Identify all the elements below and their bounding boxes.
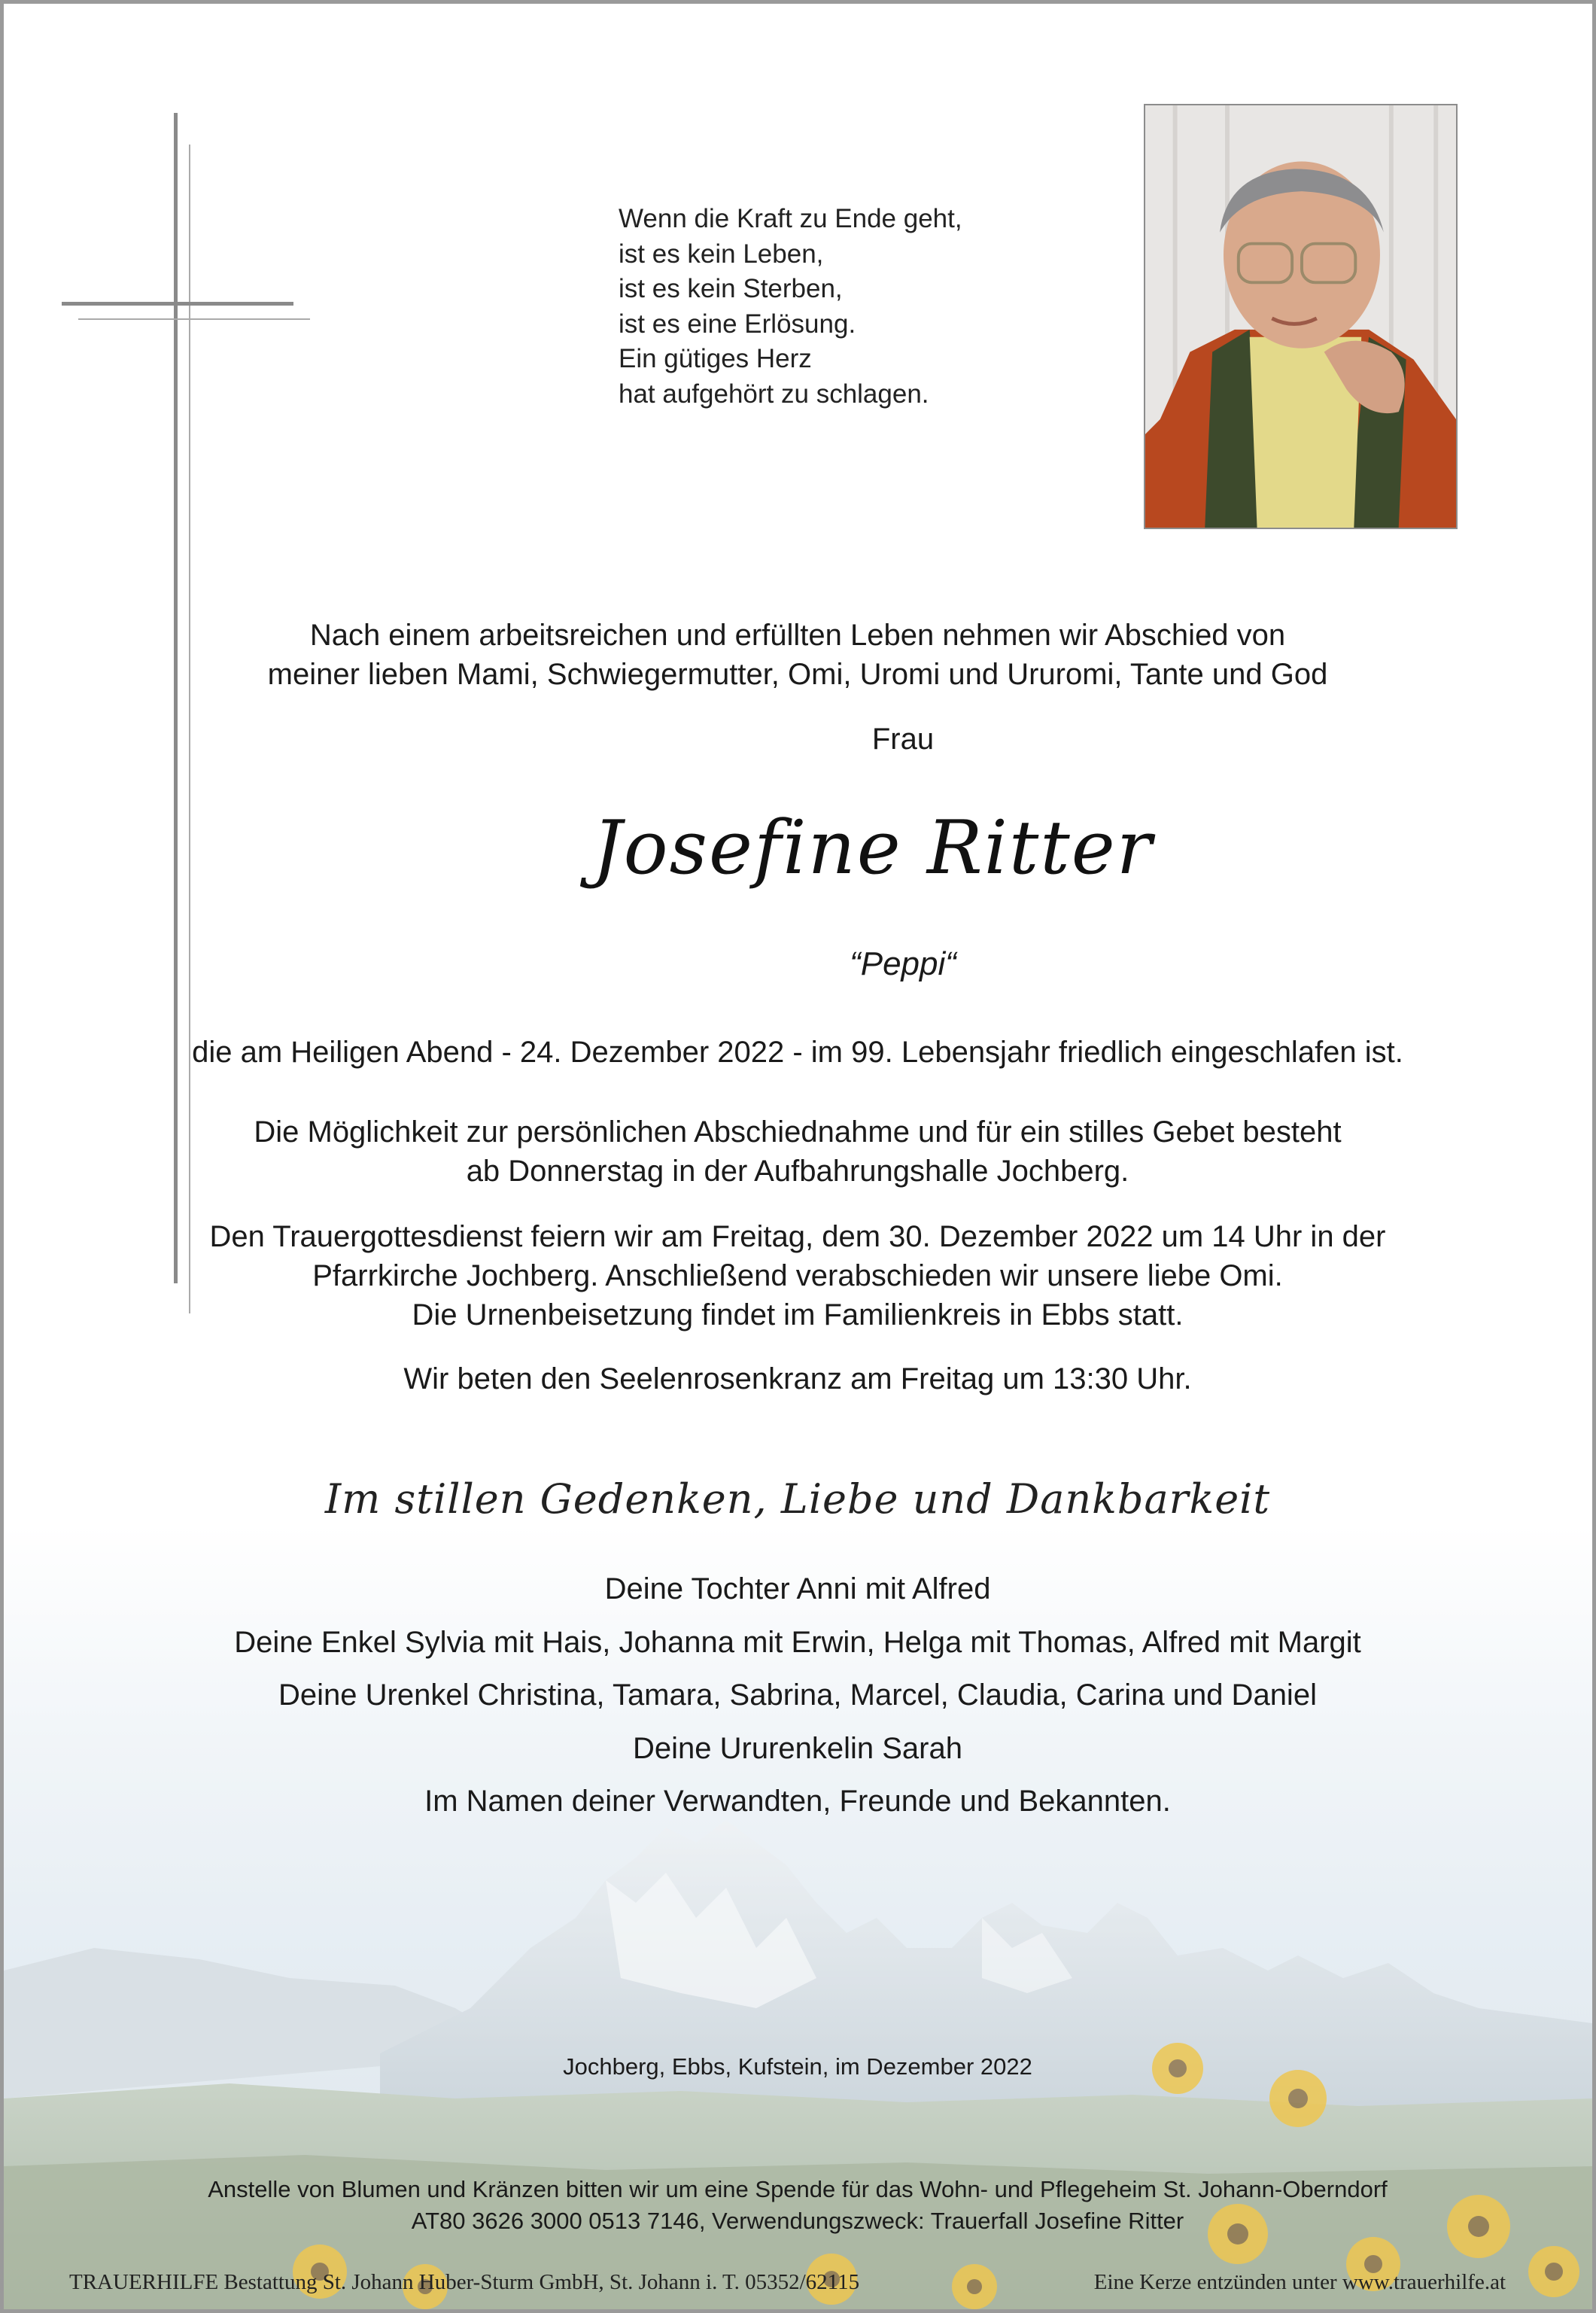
footer-candle-link[interactable]: Eine Kerze entzünden unter www.trauerhilfe.at	[1093, 2270, 1506, 2294]
poem-line: ist es kein Leben,	[619, 239, 824, 269]
farewell-info	[120, 1112, 1475, 1191]
intro-line: meiner lieben Mami, Schwiegermutter, Omi, Uromi und Ururomi, Tante und God	[267, 658, 1328, 691]
family-line: Deine Enkel Sylvia mit Hais, Johanna mit Erwin, Helga mit Thomas, Alfred mit Margit	[234, 1625, 1361, 1659]
service-line: Pfarrkirche Jochberg. Anschließend verabschieden wir unsere liebe Omi.	[312, 1259, 1283, 1292]
rosary-info: Wir beten den Seelenrosenkranz am Freitag um 13:30 Uhr.	[403, 1362, 1192, 1395]
poem-line: Wenn die Kraft zu Ende geht,	[619, 204, 962, 233]
donation-line: Anstelle von Blumen und Kränzen bitten wir um eine Spende für das Wohn- und Pflegeheim St. Johann-Oberndorf	[208, 2176, 1388, 2202]
poem-line: ist es kein Sterben,	[619, 274, 843, 303]
donation-line: AT80 3626 3000 0513 7146, Verwendungszweck: Trauerfall Josefine Ritter	[411, 2208, 1184, 2234]
footer-funeral-home: TRAUERHILFE Bestattung St. Johann Huber-Sturm GmbH, St. Johann i. T. 05352/62115	[69, 2270, 860, 2294]
poem-line: hat aufgehört zu schlagen.	[619, 379, 929, 409]
portrait-photo	[1144, 104, 1458, 529]
death-notice: die am Heiligen Abend - 24. Dezember 2022 - im 99. Lebensjahr friedlich eingeschlafen ist.	[192, 1036, 1403, 1069]
donation-info	[120, 2174, 1475, 2237]
family-line: Deine Urenkel Christina, Tamara, Sabrina, Marcel, Claudia, Carina und Daniel	[278, 1678, 1317, 1712]
poem	[619, 202, 995, 412]
intro-text	[120, 616, 1475, 694]
nickname: “Peppi“	[850, 945, 956, 982]
service-line: Die Urnenbeisetzung findet im Familienkreis in Ebbs statt.	[412, 1298, 1184, 1331]
farewell-line: Die Möglichkeit zur persönlichen Abschiednahme und für ein stilles Gebet besteht	[254, 1115, 1342, 1149]
footer	[69, 2270, 1506, 2300]
family-line: Im Namen deiner Verwandten, Freunde und Bekannten.	[424, 1785, 1171, 1818]
service-info	[120, 1217, 1475, 1335]
family-line: Deine Ururenkelin Sarah	[632, 1731, 962, 1765]
farewell-line: ab Donnerstag in der Aufbahrungshalle Jochberg.	[466, 1155, 1129, 1188]
salutation: Frau	[871, 723, 935, 756]
intro-line: Nach einem arbeitsreichen und erfüllten Leben nehmen wir Abschied von	[309, 619, 1286, 652]
remembrance-heading: Im stillen Gedenken, Liebe und Dankbarkeit	[324, 1475, 1271, 1523]
service-line: Den Trauergottesdienst feiern wir am Freitag, dem 30. Dezember 2022 um 14 Uhr in der	[209, 1220, 1386, 1253]
place-date: Jochberg, Ebbs, Kufstein, im Dezember 2022	[563, 2053, 1032, 2080]
poem-line: ist es eine Erlösung.	[619, 309, 856, 339]
family-list	[120, 1563, 1475, 1828]
deceased-name: Josefine Ritter	[592, 805, 1154, 891]
poem-line: Ein gütiges Herz	[619, 344, 812, 373]
family-line: Deine Tochter Anni mit Alfred	[604, 1572, 991, 1605]
